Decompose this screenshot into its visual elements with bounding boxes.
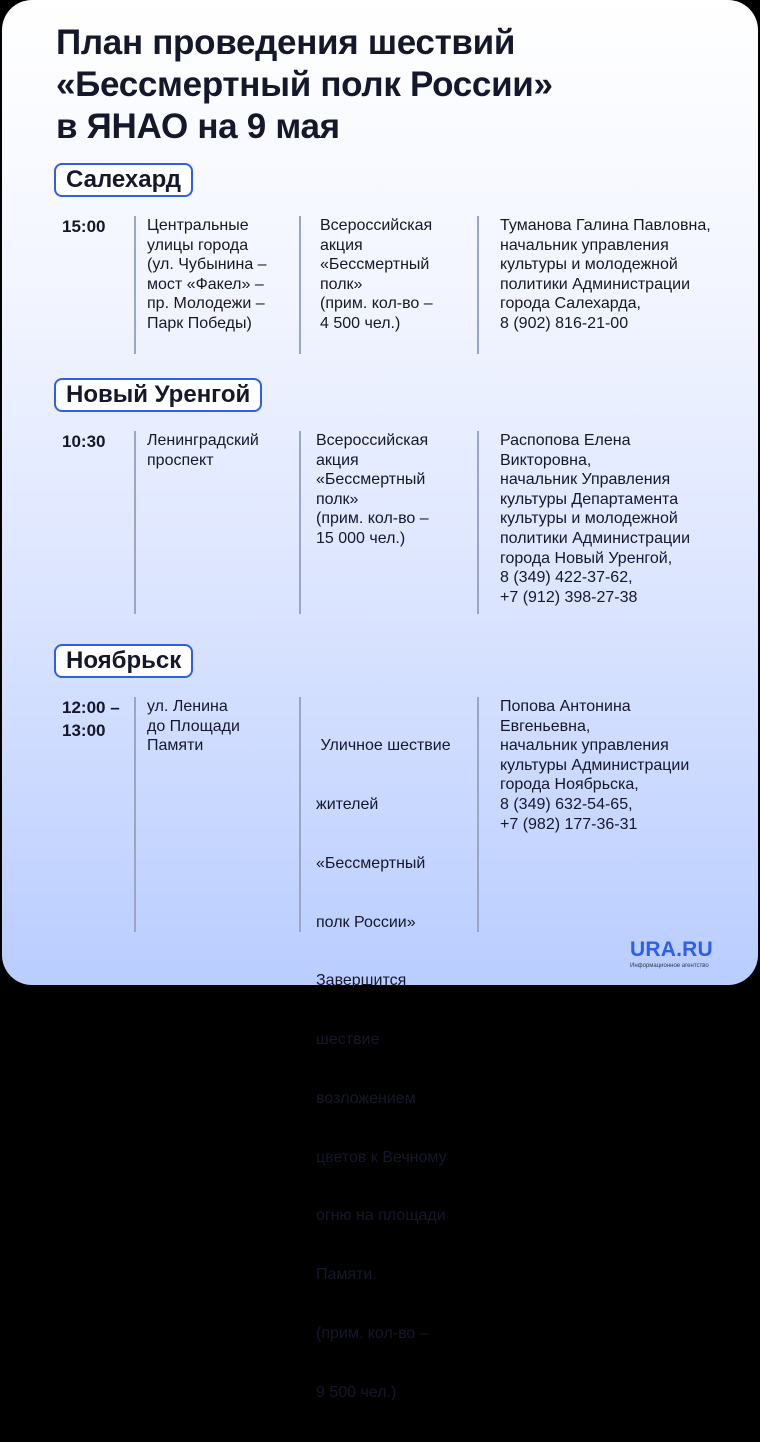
event-line: (прим. кол-во – (320, 295, 433, 313)
contact-line: политики Администрации (500, 529, 691, 547)
route-line: ул. Ленина (147, 698, 228, 715)
column-divider (477, 431, 479, 614)
event-description (320, 216, 480, 334)
column-divider (299, 697, 301, 932)
event-line: 15 000 чел.) (316, 529, 406, 547)
contact-line: культуры Департамента (500, 490, 679, 508)
time-line: 12:00 – (62, 698, 120, 717)
contact-info (500, 216, 750, 334)
contact-line: Евгеньевна, (500, 717, 591, 735)
event-line: акция (316, 451, 359, 469)
contact-line: Попова Антонина (500, 698, 631, 715)
route-text (147, 431, 292, 470)
contact-line: города Новый Уренгой, (500, 549, 673, 567)
column-divider (477, 697, 479, 932)
contact-line: начальник управления (500, 236, 669, 254)
route-line: проспект (147, 451, 214, 469)
event-line: Завершится (316, 972, 407, 990)
contact-line: 8 (349) 422-37-62, (500, 569, 633, 587)
column-divider (134, 431, 136, 614)
contact-line: культуры Администрации (500, 756, 690, 774)
column-divider (477, 216, 479, 354)
route-text (147, 697, 292, 756)
contact-line: начальник управления (500, 737, 669, 755)
time-line: 13:00 (62, 720, 106, 740)
route-line: до Площади (147, 717, 240, 735)
event-line: «Бессмертный (316, 854, 426, 872)
route-line: Парк Победы) (147, 314, 252, 332)
infographic-card (2, 0, 758, 1401)
event-line: полк» (320, 275, 363, 293)
logo-subtitle: Информационное агентство (630, 963, 709, 969)
title-line-1: План проведения шествий (56, 23, 516, 62)
event-time (62, 431, 132, 454)
contact-line: Распопова Елена (500, 432, 631, 449)
column-divider (134, 697, 136, 932)
title-line-2: «Бессмертный полк России» (56, 65, 553, 104)
route-line: пр. Молодежи – (147, 295, 265, 313)
contact-line: +7 (912) 398-27-38 (500, 588, 638, 606)
contact-line: Туманова Галина Павловна, (500, 217, 711, 234)
time-line: 10:30 (62, 432, 106, 451)
event-line: шествие (316, 1031, 380, 1049)
route-line: Ленинградский (147, 432, 259, 449)
city-label-salekhard: Салехард (54, 163, 193, 197)
event-line: (прим. кол-во – (316, 510, 429, 528)
event-line: Всероссийская (320, 217, 433, 234)
event-description (316, 431, 476, 549)
event-line: полк России» (316, 913, 416, 931)
event-line: 9 500 чел.) (316, 1383, 397, 1401)
column-divider (134, 216, 136, 354)
route-line: Памяти (147, 737, 204, 755)
event-line: (прим. кол-во – (316, 1325, 429, 1342)
contact-line: Викторовна, (500, 451, 592, 469)
event-line: «Бессмертный (320, 256, 430, 274)
city-label-novy-urengoy: Новый Уренгой (54, 378, 262, 412)
title-line-3: в ЯНАО на 9 мая (56, 107, 340, 146)
time-line: 15:00 (62, 217, 106, 236)
logo-name: URA.RU (630, 938, 713, 961)
column-divider (299, 216, 301, 354)
event-line: жителей (316, 795, 379, 813)
contact-line: 8 (902) 816-21-00 (500, 314, 629, 332)
event-description (316, 697, 476, 1442)
contact-line: города Ноябрьска, (500, 776, 639, 794)
contact-line: политики Администрации (500, 275, 691, 293)
event-line: Памяти. (316, 1266, 377, 1284)
route-text (147, 216, 292, 334)
route-line: Центральные (147, 217, 249, 234)
event-line: «Бессмертный (316, 471, 426, 489)
route-line: мост «Факел» – (147, 275, 264, 293)
event-time (62, 216, 132, 239)
event-line: Всероссийская (316, 432, 429, 449)
event-line: полк» (316, 490, 359, 508)
page-title (56, 22, 736, 148)
route-line: (ул. Чубынина – (147, 256, 267, 274)
contact-info (500, 431, 750, 607)
contact-line: 8 (349) 632-54-65, (500, 795, 633, 813)
column-divider (299, 431, 301, 614)
ura-ru-logo (630, 938, 734, 970)
city-label-noyabrsk: Ноябрьск (54, 644, 193, 678)
event-line: огню на площади (316, 1207, 446, 1225)
event-line: акция (320, 236, 363, 254)
event-line: Уличное шествие (316, 737, 451, 755)
event-line: цветов к Вечному (316, 1148, 447, 1166)
contact-line: культуры и молодежной (500, 256, 678, 274)
contact-line: культуры и молодежной (500, 510, 678, 528)
event-line: возложением (316, 1089, 416, 1107)
contact-line: начальник Управления (500, 471, 671, 489)
event-time (62, 697, 132, 742)
contact-line: +7 (982) 177-36-31 (500, 815, 638, 833)
event-line: 4 500 чел.) (320, 314, 401, 332)
contact-info (500, 697, 750, 834)
route-line: улицы города (147, 236, 249, 254)
contact-line: города Салехарда, (500, 295, 641, 313)
